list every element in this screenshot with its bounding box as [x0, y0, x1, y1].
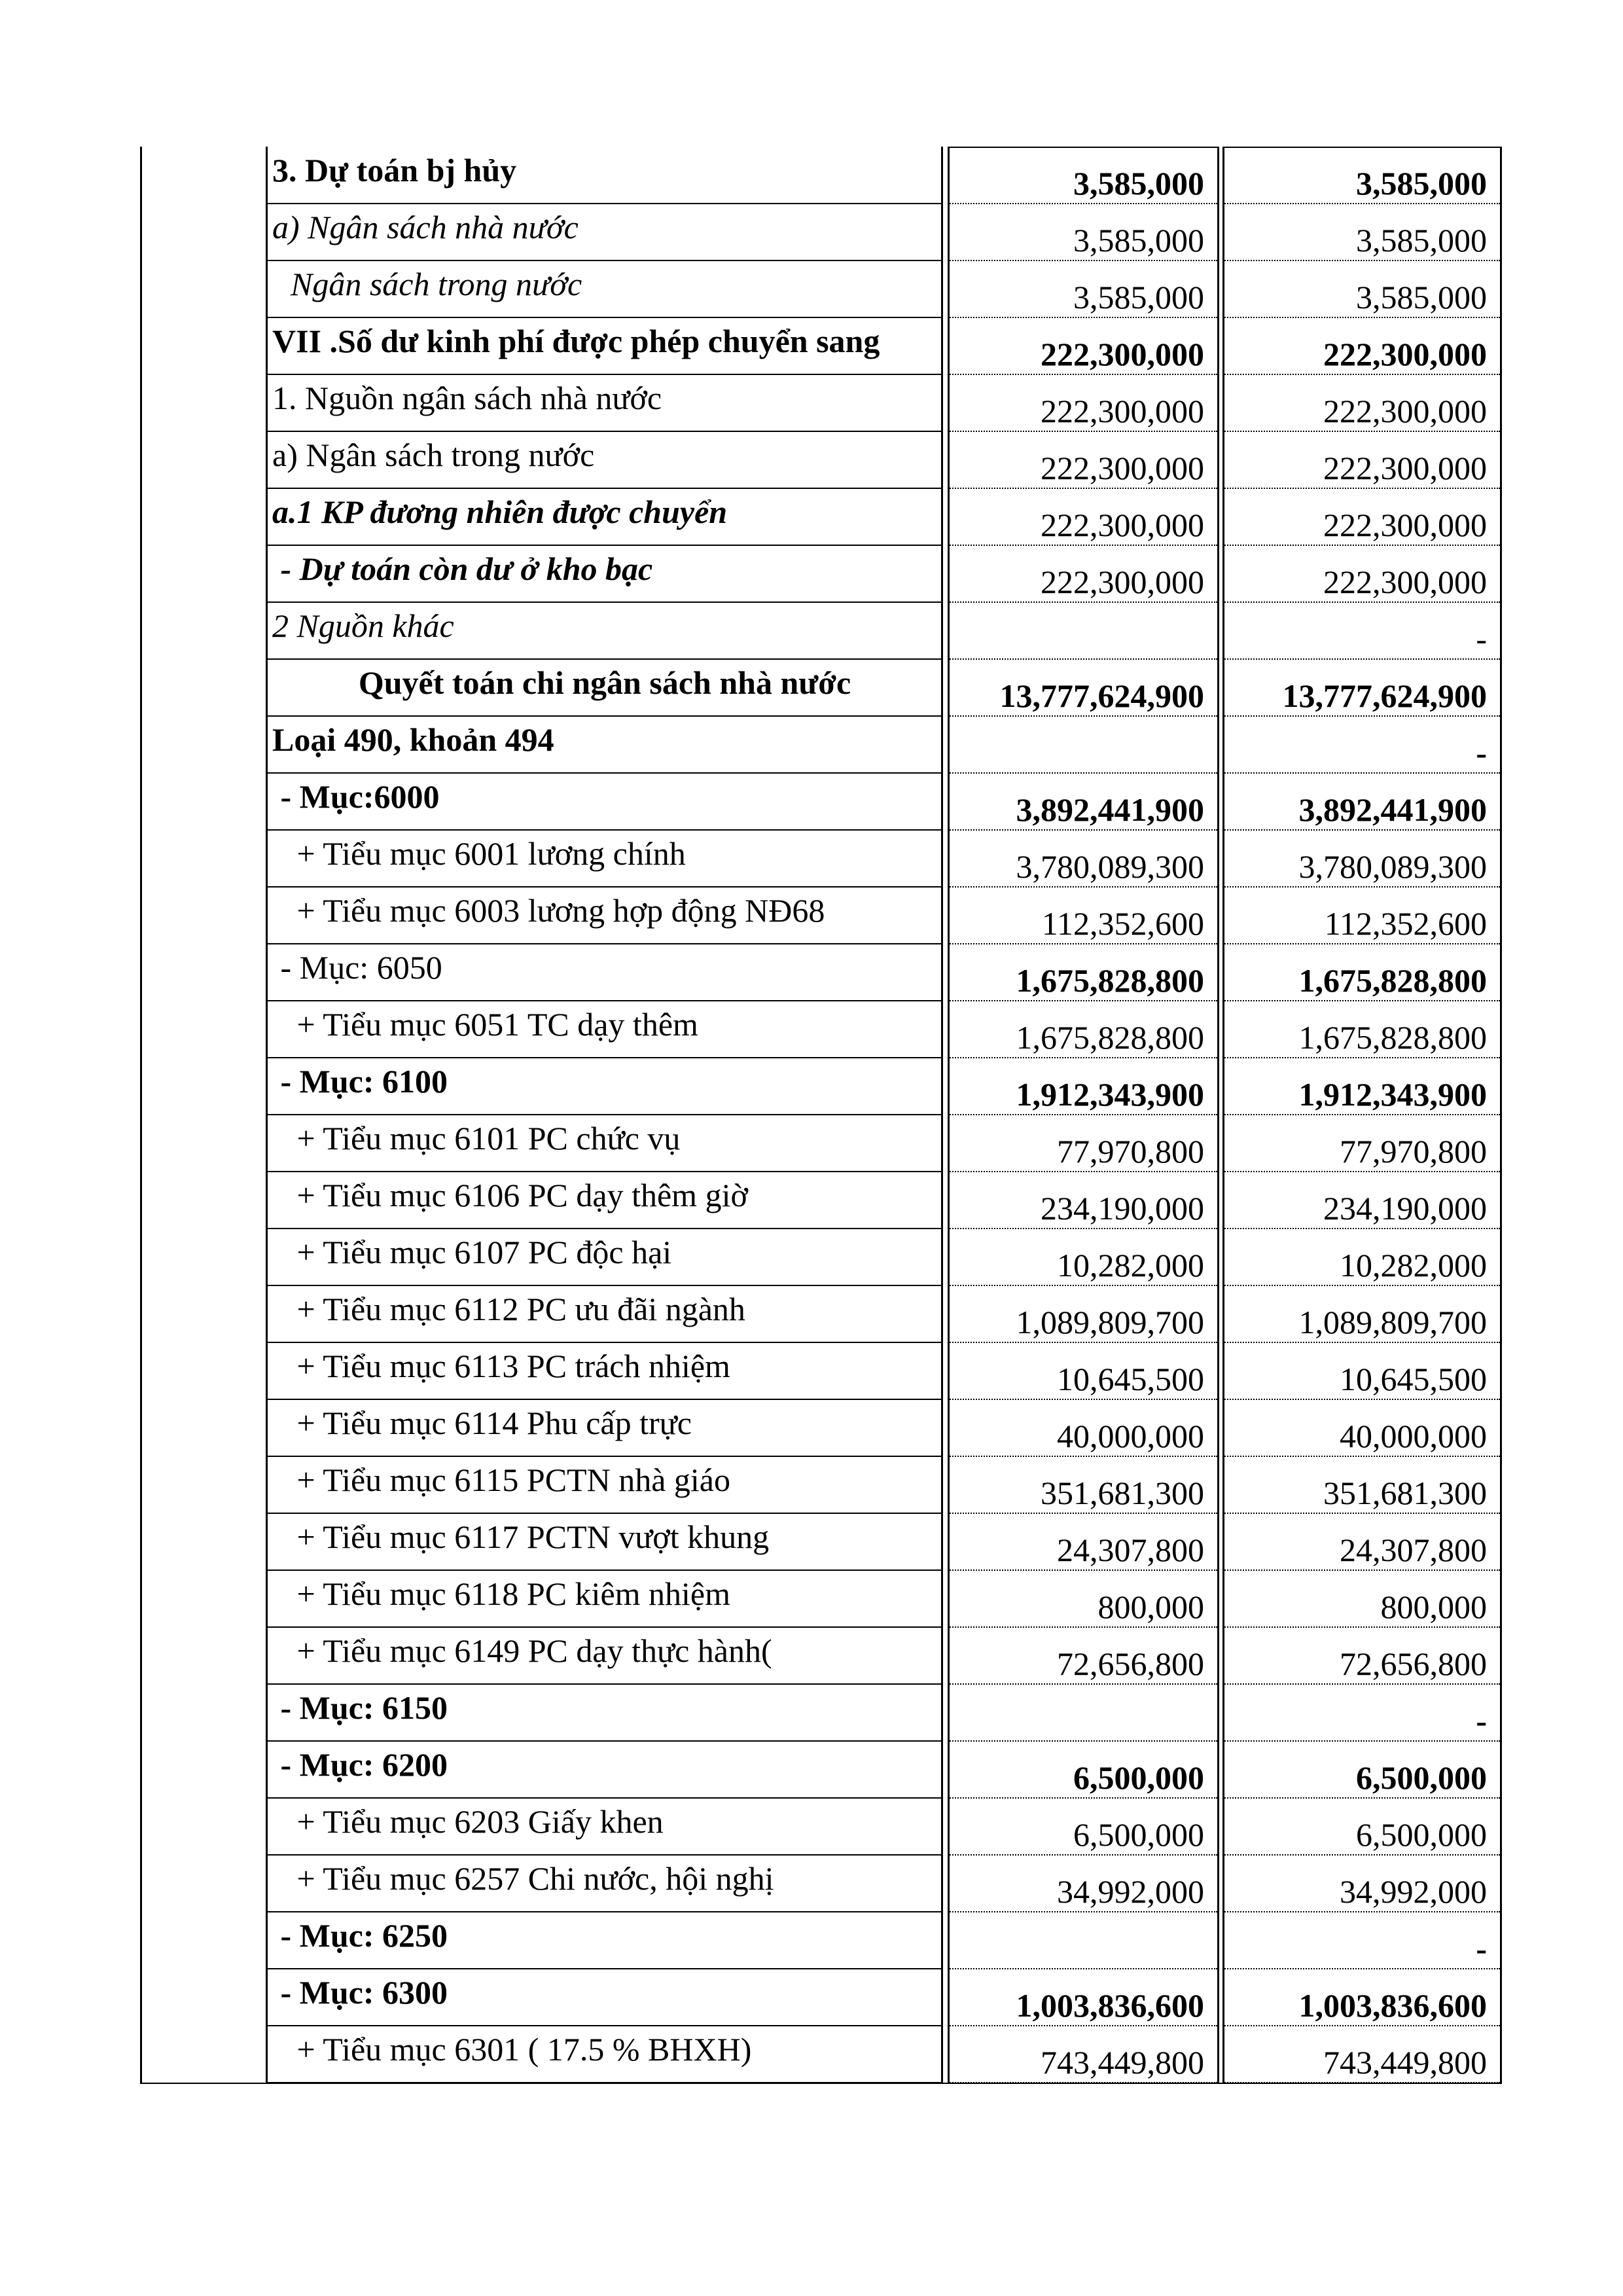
row-value-column-1: 34,992,000 [1057, 1873, 1204, 1910]
table-row [0, 1399, 1623, 1457]
row-value-column-1: 3,780,089,300 [1016, 848, 1204, 885]
row-value-column-2: 13,777,624,900 [1282, 677, 1487, 714]
row-value-column-2: 3,585,000 [1356, 279, 1487, 315]
row-label: + Tiểu mục 6112 PC ưu đãi ngành [272, 1291, 745, 1327]
row-value-column-1: 40,000,000 [1057, 1418, 1204, 1454]
row-label: - Mục: 6300 [272, 1974, 448, 2011]
table-row [0, 944, 1623, 1001]
table-row [0, 545, 1623, 603]
row-value-column-1 [942, 716, 1220, 774]
row-value-column-2: 1,675,828,800 [1298, 962, 1487, 999]
row-label: - Mục: 6150 [272, 1689, 448, 1726]
row-label: + Tiểu mục 6001 lương chính [272, 835, 686, 872]
table-top-rule [948, 147, 1217, 148]
table-row [0, 1741, 1623, 1799]
budget-settlement-table [0, 147, 1623, 2084]
row-value-column-1: 222,300,000 [1041, 393, 1204, 429]
row-label: + Tiểu mục 6106 PC dạy thêm giờ [272, 1177, 748, 1213]
row-value-column-2: - [1476, 620, 1487, 657]
row-label: a) Ngân sách trong nước [272, 437, 595, 473]
row-value-column-1: 234,190,000 [1041, 1190, 1204, 1227]
row-label: - Mục: 6250 [272, 1917, 448, 1954]
row-label: + Tiểu mục 6257 Chi nước, hội nghị [272, 1860, 774, 1897]
row-value-column-1: 1,003,836,600 [1016, 1987, 1204, 2024]
table-row [0, 659, 1623, 717]
row-value-column-1: 3,585,000 [1073, 222, 1204, 259]
row-value-column-2: 3,892,441,900 [1298, 791, 1487, 828]
table-row [0, 1969, 1623, 2026]
table-row [0, 488, 1623, 546]
row-label: Loại 490, khoản 494 [272, 721, 554, 758]
table-row [0, 1285, 1623, 1343]
table-row [0, 204, 1623, 261]
table-top-rule [1222, 147, 1500, 148]
row-label: + Tiểu mục 6101 PC chức vụ [272, 1120, 681, 1157]
row-label: + Tiểu mục 6107 PC độc hại [272, 1234, 672, 1270]
row-value-column-2: 222,300,000 [1323, 393, 1487, 429]
row-value-column-2: 10,645,500 [1340, 1361, 1487, 1397]
row-value-column-2: 34,992,000 [1340, 1873, 1487, 1910]
row-value-column-1: 1,675,828,800 [1016, 1019, 1204, 1056]
row-value-column-1 [942, 1684, 1220, 1742]
row-value-column-2: 1,089,809,700 [1298, 1304, 1487, 1340]
row-label: 2 Nguồn khác [272, 607, 454, 644]
row-value-column-1: 10,645,500 [1057, 1361, 1204, 1397]
table-bottom-rule [140, 2083, 1502, 2084]
row-value-column-2: 743,449,800 [1323, 2044, 1487, 2081]
row-value-column-1: 1,912,343,900 [1016, 1076, 1204, 1113]
row-value-column-2: 3,585,000 [1356, 222, 1487, 259]
row-value-column-1: 72,656,800 [1057, 1645, 1204, 1682]
row-label: - Mục: 6200 [272, 1746, 448, 1783]
row-value-column-1: 6,500,000 [1073, 1816, 1204, 1853]
row-value-column-1: 3,892,441,900 [1016, 791, 1204, 828]
row-value-column-2: 6,500,000 [1356, 1816, 1487, 1853]
row-value-column-2: 72,656,800 [1340, 1645, 1487, 1682]
row-value-column-2: 1,675,828,800 [1298, 1019, 1487, 1056]
table-row [0, 1115, 1623, 1172]
table-row [0, 602, 1623, 660]
row-label: Ngân sách trong nước [291, 266, 582, 302]
table-row [0, 317, 1623, 375]
table-row [0, 1798, 1623, 1856]
row-label: - Mục:6000 [272, 778, 440, 815]
row-value-column-2: 77,970,800 [1340, 1133, 1487, 1170]
row-value-column-2: 222,300,000 [1323, 564, 1487, 600]
row-value-column-1: 3,585,000 [1073, 279, 1204, 315]
table-row [0, 1912, 1623, 1969]
row-value-column-2: 234,190,000 [1323, 1190, 1487, 1227]
table-row [0, 147, 1623, 204]
row-value-column-1: 1,089,809,700 [1016, 1304, 1204, 1340]
row-value-column-2: 40,000,000 [1340, 1418, 1487, 1454]
row-label: + Tiểu mục 6114 Phu cấp trực [272, 1405, 692, 1441]
row-label: + Tiểu mục 6301 ( 17.5 % BHXH) [272, 2031, 752, 2068]
row-value-column-2: 1,912,343,900 [1298, 1076, 1487, 1113]
row-value-column-1: 222,300,000 [1041, 336, 1204, 372]
row-value-column-2: 222,300,000 [1323, 336, 1487, 372]
row-value-column-2: - [1476, 1702, 1487, 1739]
table-row [0, 1627, 1623, 1685]
row-label: Quyết toán chi ngân sách nhà nước [358, 664, 851, 701]
row-value-column-2: 351,681,300 [1323, 1475, 1487, 1511]
row-value-column-1: 222,300,000 [1041, 507, 1204, 543]
row-value-column-2: 24,307,800 [1340, 1532, 1487, 1568]
row-value-column-1: 351,681,300 [1041, 1475, 1204, 1511]
row-value-column-2: 222,300,000 [1323, 507, 1487, 543]
table-row [0, 1570, 1623, 1628]
row-value-column-2: - [1476, 1930, 1487, 1967]
row-value-column-2: 10,282,000 [1340, 1247, 1487, 1283]
row-value-column-1: 3,585,000 [1073, 165, 1204, 202]
row-value-column-1: 222,300,000 [1041, 450, 1204, 486]
table-row [0, 260, 1623, 318]
table-row [0, 1229, 1623, 1286]
table-row [0, 2026, 1623, 2083]
row-value-column-1: 13,777,624,900 [999, 677, 1204, 714]
row-label: VII .Số dư kinh phí được phép chuyển sang [272, 323, 880, 359]
row-label: 3. Dự toán bj hủy [272, 152, 517, 188]
table-row [0, 1058, 1623, 1115]
row-label: + Tiểu mục 6117 PCTN vượt khung [272, 1518, 770, 1555]
table-row [0, 1513, 1623, 1571]
row-value-column-1: 112,352,600 [1041, 905, 1204, 942]
row-label: 1. Nguồn ngân sách nhà nước [272, 380, 662, 416]
row-value-column-1: 222,300,000 [1041, 564, 1204, 600]
row-value-column-1 [942, 602, 1220, 660]
row-label: + Tiểu mục 6118 PC kiêm nhiệm [272, 1575, 730, 1612]
table-row [0, 1172, 1623, 1229]
row-label: + Tiểu mục 6113 PC trách nhiệm [272, 1348, 730, 1384]
table-row [0, 716, 1623, 774]
row-value-column-1: 800,000 [1097, 1588, 1204, 1625]
row-label: - Mục: 6050 [272, 949, 442, 986]
row-value-column-1: 6,500,000 [1073, 1759, 1204, 1796]
table-row [0, 1684, 1623, 1742]
table-row [0, 887, 1623, 944]
row-value-column-2: 222,300,000 [1323, 450, 1487, 486]
table-row [0, 1456, 1623, 1514]
row-label: + Tiểu mục 6003 lương hợp động NĐ68 [272, 892, 825, 929]
table-row [0, 1001, 1623, 1058]
row-value-column-1: 10,282,000 [1057, 1247, 1204, 1283]
row-label: + Tiểu mục 6203 Giấy khen [272, 1803, 664, 1840]
row-value-column-1: 24,307,800 [1057, 1532, 1204, 1568]
row-value-column-1: 77,970,800 [1057, 1133, 1204, 1170]
row-value-column-1 [942, 1912, 1220, 1969]
row-label: + Tiểu mục 6115 PCTN nhà giáo [272, 1462, 730, 1498]
row-label: - Dự toán còn dư ở kho bạc [272, 550, 653, 587]
row-value-column-2: 112,352,600 [1324, 905, 1487, 942]
table-row [0, 431, 1623, 489]
row-label: + Tiểu mục 6149 PC dạy thực hành( [272, 1632, 772, 1669]
row-value-column-1: 1,675,828,800 [1016, 962, 1204, 999]
table-row [0, 374, 1623, 432]
row-value-column-2: 3,585,000 [1356, 165, 1487, 202]
table-row [0, 830, 1623, 888]
row-value-column-2: 6,500,000 [1356, 1759, 1487, 1796]
row-value-column-2: 3,780,089,300 [1298, 848, 1487, 885]
row-value-column-2: 800,000 [1380, 1588, 1487, 1625]
table-row [0, 1855, 1623, 1912]
row-label: + Tiểu mục 6051 TC dạy thêm [272, 1006, 698, 1043]
row-label: a) Ngân sách nhà nước [272, 209, 579, 245]
row-value-column-2: - [1476, 734, 1487, 771]
table-row [0, 1342, 1623, 1400]
row-label: a.1 KP đương nhiên được chuyển [272, 493, 728, 530]
row-label: - Mục: 6100 [272, 1063, 448, 1100]
row-value-column-2: 1,003,836,600 [1298, 1987, 1487, 2024]
table-row [0, 773, 1623, 831]
row-value-column-1: 743,449,800 [1041, 2044, 1204, 2081]
